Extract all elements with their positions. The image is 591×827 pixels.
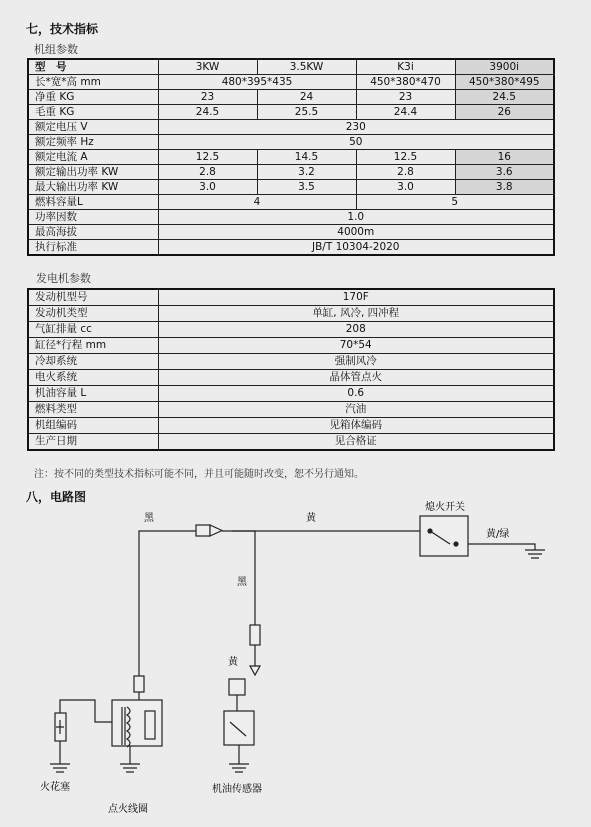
cell-value: 3.0	[356, 180, 455, 195]
coil-core	[145, 711, 155, 739]
model-header: 3.5KW	[257, 59, 356, 75]
kill-switch-ground	[525, 550, 545, 558]
cell-value: 24.5	[455, 90, 554, 105]
sensor-terminal	[229, 679, 245, 695]
label-black-mid: 黑	[237, 577, 247, 588]
footnote: 注：按不同的类型技术指标可能不同，并且可能随时改变，恕不另行通知。	[34, 469, 364, 480]
row-label: 额定电压 V	[28, 120, 158, 135]
row-label: 电火系统	[28, 370, 158, 386]
row-label: 机油容量 L	[28, 386, 158, 402]
row-label: 冷却系统	[28, 354, 158, 370]
row-label: 功率因数	[28, 210, 158, 225]
row-label: 毛重 KG	[28, 105, 158, 120]
coil-to-plug-wire	[60, 700, 112, 722]
cell-value: 16	[455, 150, 554, 165]
cell-value: 450*380*470	[356, 75, 455, 90]
cell-value: 3.8	[455, 180, 554, 195]
row-label: 长*宽*高 mm	[28, 75, 158, 90]
cell-value: 25.5	[257, 105, 356, 120]
row-label: 燃料类型	[28, 402, 158, 418]
label-black-top: 黑	[144, 513, 154, 524]
model-header: 3KW	[158, 59, 257, 75]
ground-wire	[468, 544, 535, 550]
cell-value: 230	[158, 120, 554, 135]
cell-value: 2.8	[356, 165, 455, 180]
label-ignition-coil: 点火线圈	[108, 804, 148, 815]
cell-value: 1.0	[158, 210, 554, 225]
cell-value: 见合格证	[158, 434, 554, 451]
cell-value: 2.8	[158, 165, 257, 180]
cell-value: 50	[158, 135, 554, 150]
row-label: 生产日期	[28, 434, 158, 451]
cell-value: 70*54	[158, 338, 554, 354]
cell-value: 4	[158, 195, 356, 210]
cell-value: JB/T 10304-2020	[158, 240, 554, 256]
engine-params-label: 发电机参数	[36, 272, 91, 285]
cell-value: 24	[257, 90, 356, 105]
model-header: K3i	[356, 59, 455, 75]
cell-value: 5	[356, 195, 554, 210]
cell-value: 汽油	[158, 402, 554, 418]
connector-tip	[210, 525, 222, 536]
cell-value: 23	[158, 90, 257, 105]
oil-sensor-ground	[229, 764, 249, 772]
cell-value: 晶体管点火	[158, 370, 554, 386]
cell-value: 3.2	[257, 165, 356, 180]
oil-sensor-body	[224, 711, 254, 745]
row-label: 额定频率 Hz	[28, 135, 158, 150]
black-wire-top	[139, 531, 196, 678]
cell-value: 450*380*495	[455, 75, 554, 90]
cell-value: 26	[455, 105, 554, 120]
genset-params-label: 机组参数	[34, 43, 78, 56]
row-label: 气缸排量 cc	[28, 322, 158, 338]
kill-switch-body	[420, 516, 468, 556]
cell-value: 单缸, 风冷, 四冲程	[158, 306, 554, 322]
cell-value: 208	[158, 322, 554, 338]
cell-value: 480*395*435	[158, 75, 356, 90]
row-label: 机组编码	[28, 418, 158, 434]
row-label: 额定电流 A	[28, 150, 158, 165]
sensor-arrow	[250, 666, 260, 675]
cell-value: 4000m	[158, 225, 554, 240]
label-spark-plug: 火花塞	[40, 782, 70, 793]
row-label: 燃料容量L	[28, 195, 158, 210]
model-header: 3900i	[455, 59, 554, 75]
coil-ground	[120, 764, 140, 772]
row-label: 执行标准	[28, 240, 158, 256]
label-kill-switch: 熄火开关	[425, 502, 465, 513]
row-label: 型 号	[28, 59, 158, 75]
coil-plug-cap	[134, 676, 144, 692]
cell-value: 170F	[158, 289, 554, 306]
inline-fuse	[250, 625, 260, 645]
cell-value: 23	[356, 90, 455, 105]
cell-value: 3.0	[158, 180, 257, 195]
wire-connector	[196, 525, 210, 536]
label-yellow-mid: 黄	[228, 657, 238, 668]
cell-value: 强制风冷	[158, 354, 554, 370]
row-label: 发动机型号	[28, 289, 158, 306]
cell-value: 3.6	[455, 165, 554, 180]
cell-value: 14.5	[257, 150, 356, 165]
section-7-title: 七，技术指标	[26, 22, 99, 36]
cell-value: 24.4	[356, 105, 455, 120]
row-label: 净重 KG	[28, 90, 158, 105]
row-label: 缸径*行程 mm	[28, 338, 158, 354]
row-label: 最高海拔	[28, 225, 158, 240]
spark-plug-ground	[50, 764, 70, 772]
label-yellow-top: 黄	[306, 513, 316, 524]
cell-value: 3.5	[257, 180, 356, 195]
row-label: 发动机类型	[28, 306, 158, 322]
label-oil-sensor: 机油传感器	[212, 784, 262, 795]
label-yellow-green: 黄/绿	[486, 529, 510, 540]
cell-value: 0.6	[158, 386, 554, 402]
cell-value: 见箱体编码	[158, 418, 554, 434]
section-8-title: 八，电路图	[26, 490, 87, 504]
row-label: 额定输出功率 KW	[28, 165, 158, 180]
cell-value: 24.5	[158, 105, 257, 120]
row-label: 最大输出功率 KW	[28, 180, 158, 195]
cell-value: 12.5	[158, 150, 257, 165]
cell-value: 12.5	[356, 150, 455, 165]
